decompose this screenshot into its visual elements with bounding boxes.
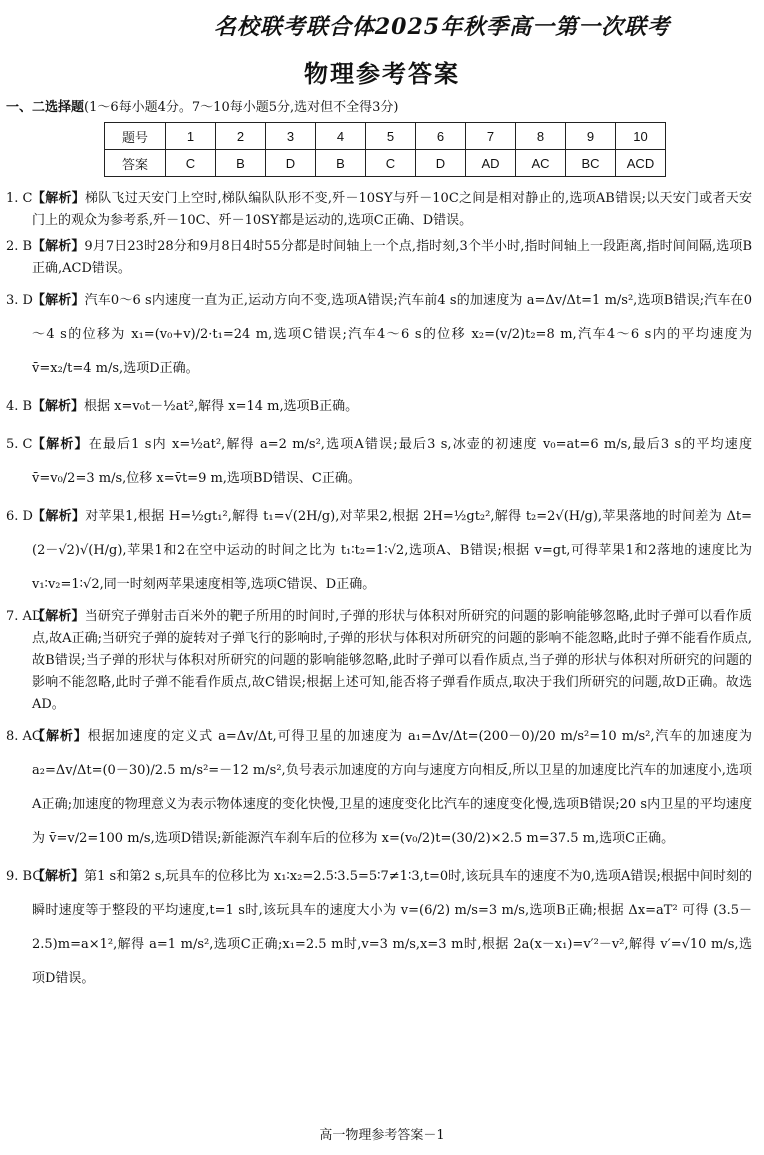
analysis-tag: 【 解析 】	[32, 609, 85, 624]
answer-cell: D	[266, 150, 316, 177]
answer-table-answer-row	[105, 150, 666, 177]
item-number: 1. C	[6, 191, 33, 206]
item-number: 6. D	[6, 509, 33, 524]
answer-cell: AD	[466, 150, 516, 177]
item-text: 对苹果1,根据 H=½gt₁²,解得 t₁=√(2H/g),对苹果2,根据 2H=½gt₂²,解得 t₂=2√(H/g),苹果落地的时间差为 Δt=(2－√2)√(H/g),苹果1和2在空中运动的时间之比为 t₁∶t₂=1∶√2,选项A、B错误;根据 v=gt,可得苹果1和2落地的速度比为 v₁∶v₂=1∶√2,同一时刻两苹果速度相等,选项C错误、D正确。	[32, 509, 752, 592]
item-text: 在最后1 s内 x=½at²,解得 a=2 m/s²,选项A错误;最后3 s,冰壶的初速度 v₀=at=6 m/s,最后3 s的平均速度 v̄=v₀/2=3 m/s,位移 x=v̄t=9 m,选项BD错误、C正确。	[32, 437, 752, 486]
item-text: 汽车0～6 s内速度一直为正,运动方向不变,选项A错误;汽车前4 s的加速度为 a=Δv/Δt=1 m/s²,选项B错误;汽车在0～4 s的位移为 x₁=(v₀+v)/2·t₁=24 m,选项C错误;汽车4～6 s的位移 x₂=(v/2)t₂=8 m,汽车4～6 s内的平均速度为 v̄=x₂/t=4 m/s,选项D正确。	[32, 293, 752, 376]
document-title: 物理参考答案	[304, 59, 460, 88]
section-heading-note: (1～6每小题4分。7～10每小题5分,选对但不全得3分)	[84, 100, 399, 115]
answer-cell: BC	[566, 150, 616, 177]
item-number: 5. C	[6, 437, 33, 452]
item-text: 梯队飞过天安门上空时,梯队编队队形不变,歼－10SY与歼－10C之间是相对静止的,选项AB错误;以天安门或者天安门上的观众为参考系,歼－10C、歼－10SY都是运动的,选项C正确、D错误。	[32, 191, 752, 228]
item-text: 9月7日23时28分和9月8日4时55分都是时间轴上一个点,指时刻,3个半小时,指时间轴上一段距离,指时间间隔,选项B正确,ACD错误。	[32, 239, 752, 276]
item-number: 7. AD	[6, 609, 43, 624]
analysis-tag: 【 解析 】	[32, 869, 84, 884]
item-number: 2. B	[6, 239, 33, 254]
row-label-answer: 答案	[105, 150, 166, 177]
item-number: 3. D	[6, 293, 33, 308]
row-label-number: 题号	[105, 123, 166, 150]
explanation-item	[6, 390, 752, 424]
question-number: 1	[166, 123, 216, 150]
page-footer: 高一物理参考答案－1	[319, 1128, 445, 1143]
answer-cell: B	[216, 150, 266, 177]
answer-cell: C	[366, 150, 416, 177]
question-number: 9	[566, 123, 616, 150]
answer-cell: ACD	[616, 150, 666, 177]
item-text: 第1 s和第2 s,玩具车的位移比为 x₁∶x₂=2.5∶3.5=5∶7≠1∶3,t=0时,该玩具车的速度不为0,选项A错误;根据中间时刻的瞬时速度等于整段的平均速度,t=1 s时,该玩具车的速度大小为 v=(6/2) m/s=3 m/s,选项B正确;根据 Δx=aT² 可得 (3.5－2.5)m=a×1²,解得 a=1 m/s²,选项C正确;x₁=2.5 m时,v=3 m/s,x=3 m时,根据 2a(x－x₁)=v′²－v²,解得 v′=√10 m/s,选项D错误。	[32, 869, 752, 986]
exam-header-title: 名校联考联合体2025年秋季高一第一次联考	[213, 14, 671, 40]
explanation-item	[6, 720, 752, 856]
item-text: 根据 x=v₀t－½at²,解得 x=14 m,选项B正确。	[84, 399, 359, 414]
analysis-tag: 【 解析 】	[32, 191, 85, 206]
analysis-tag: 【 解析 】	[32, 293, 85, 308]
section-heading	[6, 96, 398, 115]
question-number: 10	[616, 123, 666, 150]
answer-table-number-row	[105, 123, 666, 150]
explanations	[6, 188, 752, 1000]
section-heading-label: 一、二选择题	[6, 100, 85, 115]
answer-cell: AC	[516, 150, 566, 177]
explanation-item	[6, 284, 752, 386]
item-number: 4. B	[6, 399, 33, 414]
analysis-tag: 【 解析 】	[32, 239, 84, 254]
question-number: 8	[516, 123, 566, 150]
answer-cell: B	[316, 150, 366, 177]
question-number: 7	[466, 123, 516, 150]
explanation-item	[6, 500, 752, 602]
explanation-item	[6, 188, 752, 232]
question-number: 4	[316, 123, 366, 150]
question-number: 3	[266, 123, 316, 150]
item-text: 根据加速度的定义式 a=Δv/Δt,可得卫星的加速度为 a₁=Δv/Δt=(200－0)/20 m/s²=10 m/s²,汽车的加速度为 a₂=Δv/Δt=(0－30)/2.5 m/s²=－12 m/s²,负号表示加速度的方向与速度方向相反,所以卫星的加速度比汽车的加速度小,选项A正确;加速度的物理意义为表示物体速度的变化快慢,卫星的速度变化比汽车的速度变化慢,选项B错误;20 s内卫星的平均速度为 v̄=v/2=100 m/s,选项D错误;新能源汽车刹车后的位移为 x=(v₀/2)t=(30/2)×2.5 m=37.5 m,选项C正确。	[32, 729, 752, 846]
question-number: 5	[366, 123, 416, 150]
analysis-tag: 【 解析 】	[32, 399, 84, 414]
explanation-item	[6, 860, 752, 996]
analysis-tag: 【 解析 】	[32, 729, 88, 744]
question-number: 2	[216, 123, 266, 150]
answer-table	[104, 122, 666, 177]
explanation-item	[6, 236, 752, 280]
item-number: 9. BC	[6, 869, 43, 884]
analysis-tag: 【 解析 】	[32, 437, 89, 452]
item-text: 当研究子弹射击百米外的靶子所用的时间时,子弹的形状与体积对所研究的问题的影响能够忽略,此时子弹可以看作质点,故A正确;当研究子弹的旋转对子弹飞行的影响时,子弹的形状与体积对所研究的问题的影响不能忽略,此时子弹不能看作质点,故B错误;当子弹的形状与体积对所研究的问题的影响能够忽略,此时子弹可以看作质点,当子弹的形状与体积对所研究的问题的影响不能忽略,此时子弹不能看作质点,故C错误;根据上述可知,能否将子弹看作质点,取决于我们所研究的问题,故D正确。故选AD。	[32, 609, 752, 712]
answer-cell: C	[166, 150, 216, 177]
answer-cell: D	[416, 150, 466, 177]
analysis-tag: 【 解析 】	[32, 509, 85, 524]
question-number: 6	[416, 123, 466, 150]
explanation-item	[6, 428, 752, 496]
explanation-item	[6, 606, 752, 716]
item-number: 8. AC	[6, 729, 42, 744]
